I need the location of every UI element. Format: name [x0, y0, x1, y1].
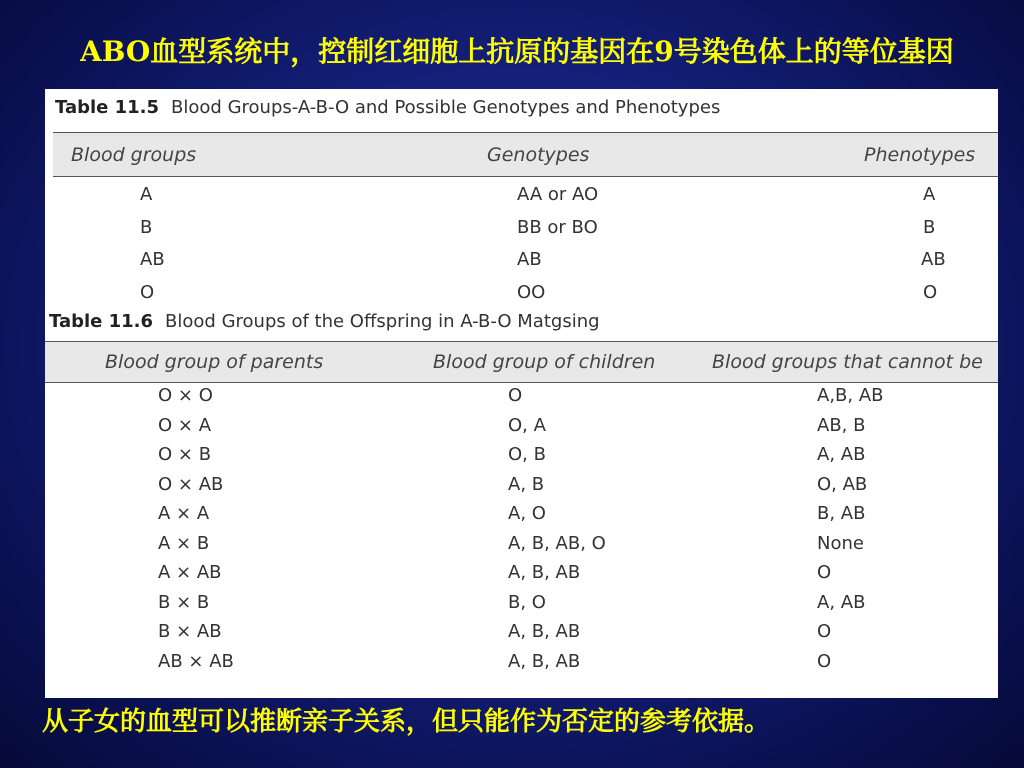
table2-cell: B, O [508, 591, 546, 613]
table-row [45, 560, 998, 590]
table2-cell: A, B, AB [508, 562, 581, 583]
table-row [53, 181, 998, 214]
table-row [45, 649, 998, 679]
table-row [45, 472, 998, 502]
table2-cell: A, B, AB, O [508, 532, 606, 554]
table-row [53, 279, 998, 312]
table2-cell: O [817, 650, 832, 672]
table-row [45, 383, 998, 413]
table1-cell: AB [517, 249, 542, 270]
table1-cell: O [140, 281, 155, 303]
table1-cell: AB [921, 249, 946, 270]
table2-header-children: Blood group of children [433, 351, 656, 373]
table-row [45, 413, 998, 443]
table2-caption [49, 311, 600, 332]
table2-cell: A, O [508, 503, 546, 524]
table-panel [45, 89, 998, 698]
table1-cell: A [923, 184, 936, 205]
table1-header-phenotypes: Phenotypes [864, 143, 976, 166]
table2-cell: O [817, 562, 832, 583]
table2-header-row [45, 341, 998, 383]
table2-cell: AB, B [817, 414, 866, 436]
table2-cell: A, B [508, 473, 545, 495]
table2-cell: O, AB [817, 473, 868, 495]
table2-cell: O [817, 621, 832, 642]
table2-cell: O × AB [158, 473, 224, 495]
table1-cell: AA or AO [517, 184, 599, 205]
table2-caption-text: Blood Groups of the Offspring in A-B-O Matgsing [165, 311, 600, 332]
table2-cell: A × AB [158, 562, 222, 583]
table2-cell: O [508, 385, 523, 406]
table2-header-parents: Blood group of parents [105, 351, 324, 373]
table2-cell: A,B, AB [817, 385, 884, 406]
table1-label: Table 11.5 [55, 97, 160, 118]
table2-header-cannot-be: Blood groups that cannot be [712, 351, 983, 373]
table2-cell: A, B, AB [508, 650, 581, 672]
table1-header-genotypes: Genotypes [487, 143, 590, 166]
table1-cell: B [140, 216, 153, 238]
table-row [53, 214, 998, 247]
table2-label: Table 11.6 [49, 311, 154, 332]
table2-body [45, 383, 998, 678]
table-row [53, 246, 998, 279]
table-row [45, 531, 998, 561]
table2-cell: B, AB [817, 503, 866, 524]
table1-cell: OO [517, 281, 546, 303]
table1-cell: A [140, 184, 153, 205]
table-row [45, 442, 998, 472]
table2-cell: AB × AB [158, 650, 234, 672]
table1-cell: B [923, 216, 936, 238]
table2-cell: A × B [158, 532, 210, 554]
footer-note: 从子女的血型可以推断亲子关系，但只能作为否定的参考依据。 [42, 707, 771, 737]
slide-title: ABO血型系统中，控制红细胞上抗原的基因在9号染色体上的等位基因 [80, 35, 954, 68]
table1-cell: BB or BO [517, 216, 598, 238]
table2-cell: A, B, AB [508, 621, 581, 642]
table2-cell: B × B [158, 591, 210, 613]
table2-cell: A, AB [817, 444, 866, 465]
table2-cell: O × A [158, 414, 212, 436]
table1-caption [55, 97, 720, 118]
table-row [45, 619, 998, 649]
table2-cell: B × AB [158, 621, 222, 642]
table1-cell: AB [140, 249, 165, 270]
table2-cell: None [817, 532, 864, 554]
table2-cell: O, A [508, 414, 546, 436]
table2-cell: O, B [508, 444, 546, 465]
table-row [45, 590, 998, 620]
table1-caption-text: Blood Groups-A-B-O and Possible Genotypes and Phenotypes [171, 97, 721, 118]
table1-header-blood-groups: Blood groups [71, 143, 197, 166]
table1-body [53, 181, 998, 311]
table2-cell: A, AB [817, 591, 866, 613]
table-row [45, 501, 998, 531]
table2-cell: O × O [158, 385, 213, 406]
table1-header-row [53, 132, 998, 177]
table2-cell: O × B [158, 444, 212, 465]
table1-cell: O [923, 281, 938, 303]
table2-cell: A × A [158, 503, 210, 524]
